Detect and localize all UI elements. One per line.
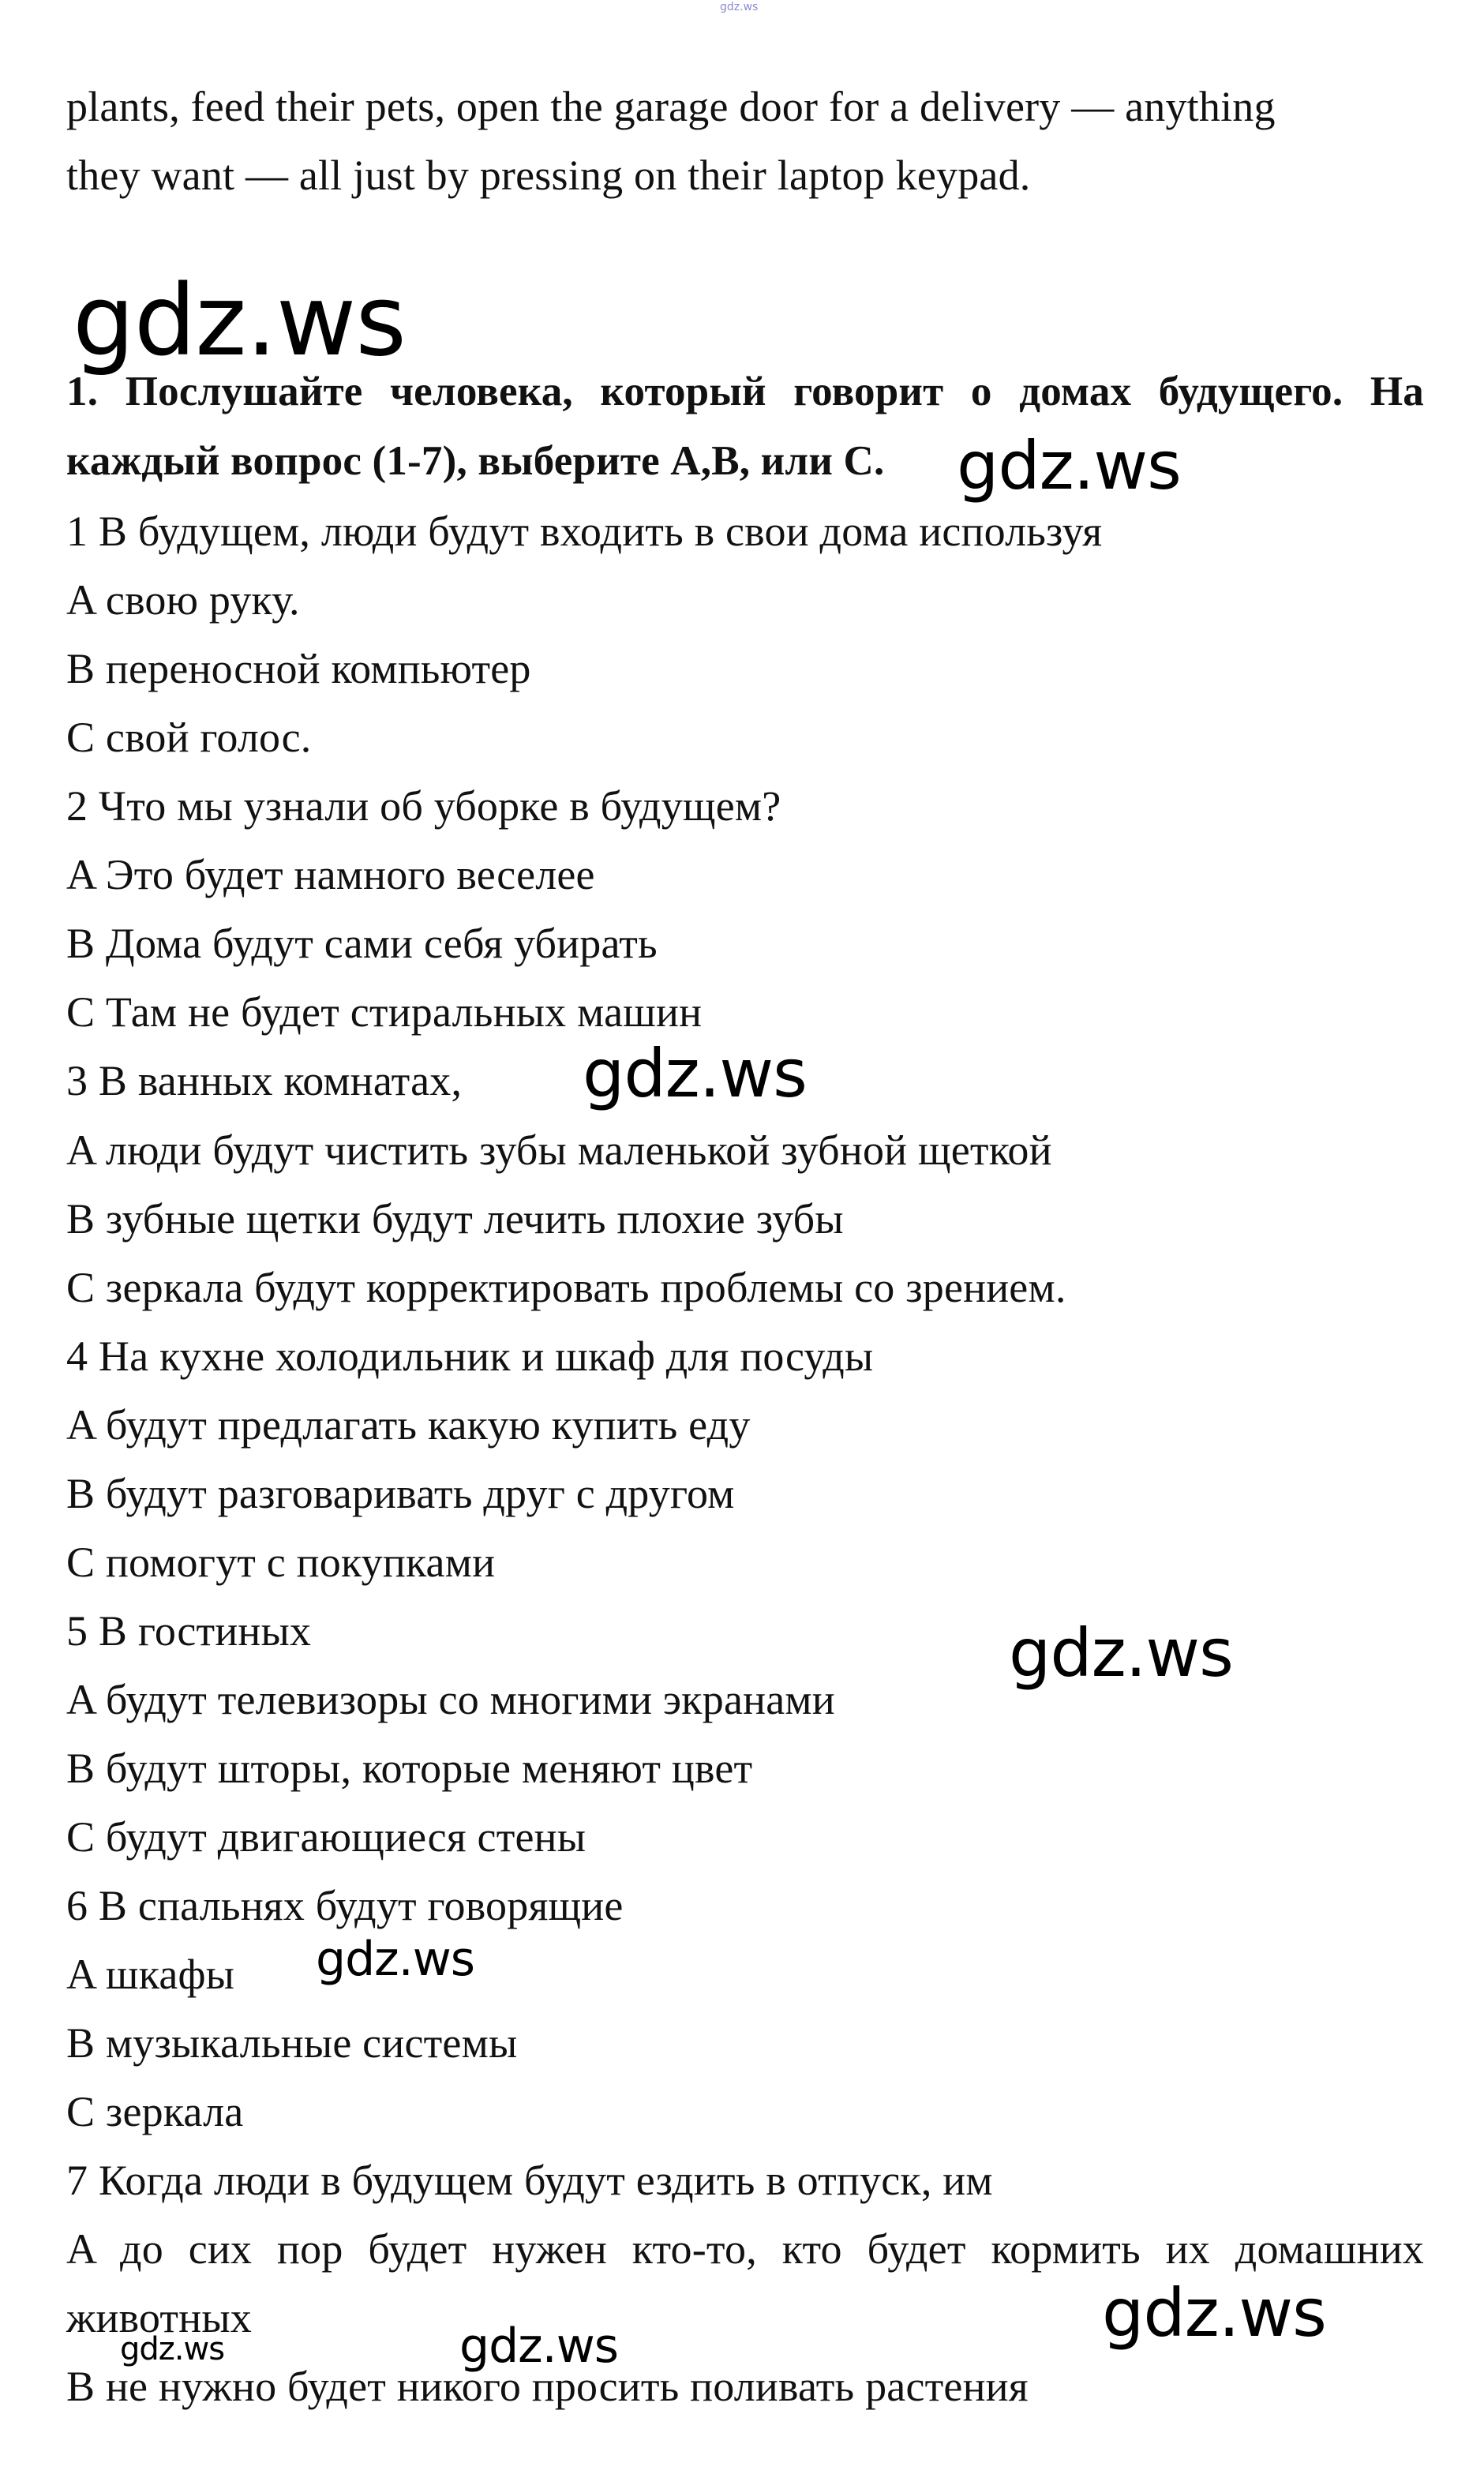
watermark-1: gdz.ws — [73, 264, 406, 378]
answer-4c: C помогут с покупками — [66, 1539, 496, 1586]
answer-1c: C свой голос. — [66, 714, 312, 761]
answer-3a: A люди будут чистить зубы маленькой зубной щеткой — [66, 1126, 1052, 1174]
watermark-5: gdz.ws — [316, 1932, 475, 1987]
question-7: 7 Когда люди в будущем будут ездить в отпуск, им — [66, 2157, 993, 2204]
watermark-8: gdz.ws — [459, 2318, 619, 2374]
answer-4a: A будут предлагать какую купить еду — [66, 1401, 751, 1449]
top-watermark: gdz.ws — [720, 1, 759, 13]
answer-1b: B переносной компьютер — [66, 645, 531, 692]
watermark-4: gdz.ws — [1009, 1614, 1233, 1692]
task-heading-line-2: каждый вопрос (1-7), выберите A,B, или C. — [66, 438, 885, 484]
watermark-3: gdz.ws — [583, 1035, 807, 1112]
answer-5c: C будут двигающиеся стены — [66, 1813, 586, 1861]
answer-4b: B будут разговаривать друг с другом — [66, 1470, 735, 1517]
answer-5a: A будут телевизоры со многими экранами — [66, 1676, 835, 1723]
intro-line-1: plants, feed their pets, open the garage door for a delivery — anything — [66, 83, 1276, 130]
question-2: 2 Что мы узнали об уборке в будущем? — [66, 782, 781, 830]
watermark-7: gdz.ws — [120, 2331, 225, 2367]
answer-6c: C зеркала — [66, 2088, 244, 2135]
question-6: 6 В спальнях будут говорящие — [66, 1882, 624, 1929]
watermark-6: gdz.ws — [1102, 2274, 1326, 2352]
answer-7b: B не нужно будет никого просить поливать растения — [66, 2363, 1029, 2410]
answer-2a: A Это будет намного веселее — [66, 851, 595, 898]
intro-line-2: they want — all just by pressing on their laptop keypad. — [66, 152, 1031, 199]
answer-7a-continued: животных — [66, 2294, 253, 2341]
question-3: 3 В ванных комнатах, — [66, 1057, 463, 1104]
question-4: 4 На кухне холодильник и шкаф для посуды — [66, 1333, 874, 1380]
question-5: 5 В гостиных — [66, 1607, 312, 1655]
answer-2b: B Дома будут сами себя убирать — [66, 920, 658, 967]
answer-3b: B зубные щетки будут лечить плохие зубы — [66, 1195, 844, 1243]
answer-2c: C Там не будет стиральных машин — [66, 988, 703, 1036]
watermark-2: gdz.ws — [957, 427, 1181, 504]
answer-7a: A до сих пор будет нужен кто-то, кто будет кормить их домашних — [66, 2225, 1424, 2273]
answer-3c: C зеркала будут корректировать проблемы со зрением. — [66, 1264, 1066, 1311]
question-1: 1 В будущем, люди будут входить в свои дома используя — [66, 508, 1103, 555]
answer-1a: A свою руку. — [66, 576, 300, 624]
task-heading-line-1: 1. Послушайте человека, который говорит о домах будущего. На — [66, 369, 1424, 414]
answer-6a: A шкафы — [66, 1951, 235, 1998]
answer-5b: B будут шторы, которые меняют цвет — [66, 1745, 753, 1792]
answer-6b: B музыкальные системы — [66, 2019, 518, 2067]
